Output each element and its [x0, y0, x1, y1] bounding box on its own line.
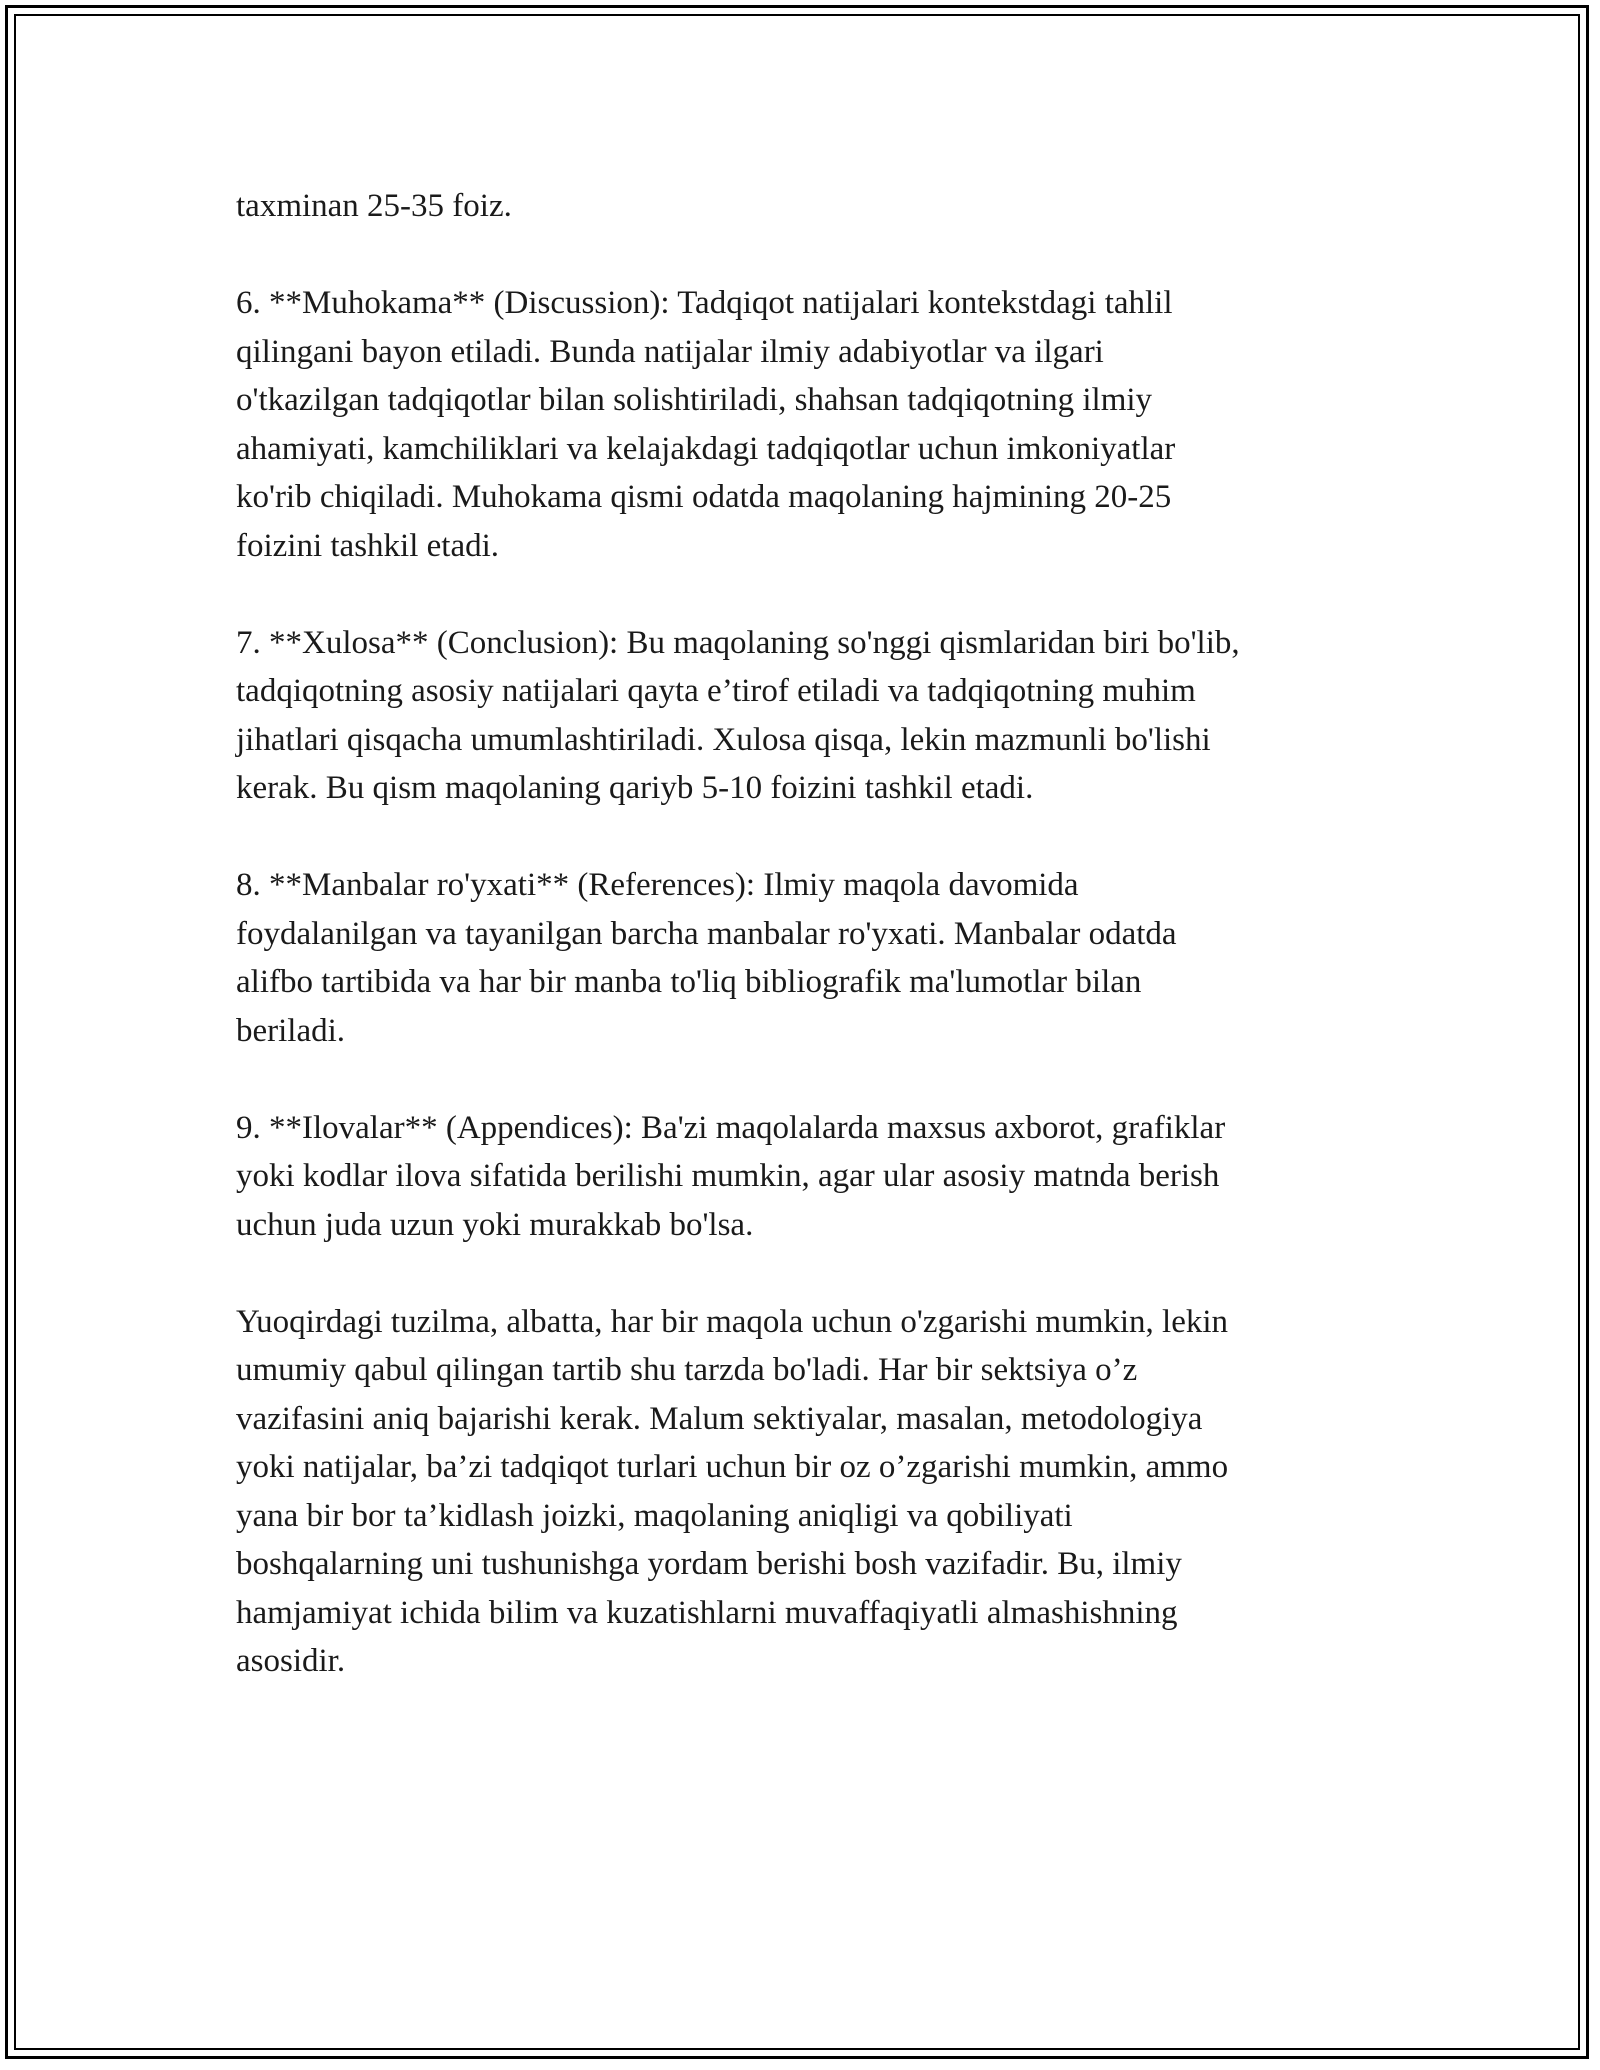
paragraph-discussion: 6. **Muhokama** (Discussion): Tadqiqot natijalari kontekstdagi tahlil qilingani bayon etiladi. Bunda natijalar ilmiy adabiyotlar va ilgari o'tkazilgan tadqiqotlar bilan solishtiriladi, shahsan tadqiqotning ilmiy ahamiyati, kamchiliklari va kelajakdagi tadqiqotlar uchun imkoniyatlar ko'rib chiqiladi. Muhokama qismi odatda maqolaning hajmining 20-25 foizini tashkil etadi. [236, 285, 1176, 564]
paragraph-summary: Yuoqirdagi tuzilma, albatta, har bir maqola uchun o'zgarishi mumkin, lekin umumiy qabul qilingan tartib shu tarzda bo'ladi. Har bir sektsiya o’z vazifasini aniq bajarishi kerak. Malum sektiyalar, masalan, metodologiya yoki natijalar, ba’zi tadqiqot turlari uchun bir oz o’zgarishi mumkin, ammo yana bir bor ta’kidlash joizki, maqolaning aniqligi va qobiliyati boshqalarning uni tushunishga yordam berishi bosh vazifadir. Bu, ilmiy hamjamiyat ichida bilim va kuzatishlarni muvaffaqiyatli almashishning asosidir. [236, 1303, 1229, 1679]
paragraph-appendices: 9. **Ilovalar** (Appendices): Ba'zi maqolalarda maxsus axborot, grafiklar yoki kodlar ilova sifatida berilishi mumkin, agar ular asosiy matnda berish uchun juda uzun yoki murakkab bo'lsa. [236, 1109, 1226, 1243]
paragraph-conclusion: 7. **Xulosa** (Conclusion): Bu maqolaning so'nggi qismlaridan biri bo'lib, tadqiqotning asosiy natijalari qayta e’tirof etiladi va tadqiqotning muhim jihatlari qisqacha umumlashtiriladi. Xulosa qisqa, lekin mazmunli bo'lishi kerak. Bu qism maqolaning qariyb 5-10 foizini tashkil etadi. [236, 624, 1240, 806]
document-body [236, 182, 1376, 1734]
paragraph-references: 8. **Manbalar ro'yxati** (References): Ilmiy maqola davomida foydalanilgan va tayanilgan barcha manbalar ro'yxati. Manbalar odatda alifbo tartibida va har bir manba to'liq bibliografik ma'lumotlar bilan beriladi. [236, 867, 1177, 1049]
paragraph-intro-continuation: taxminan 25-35 foiz. [236, 188, 512, 224]
